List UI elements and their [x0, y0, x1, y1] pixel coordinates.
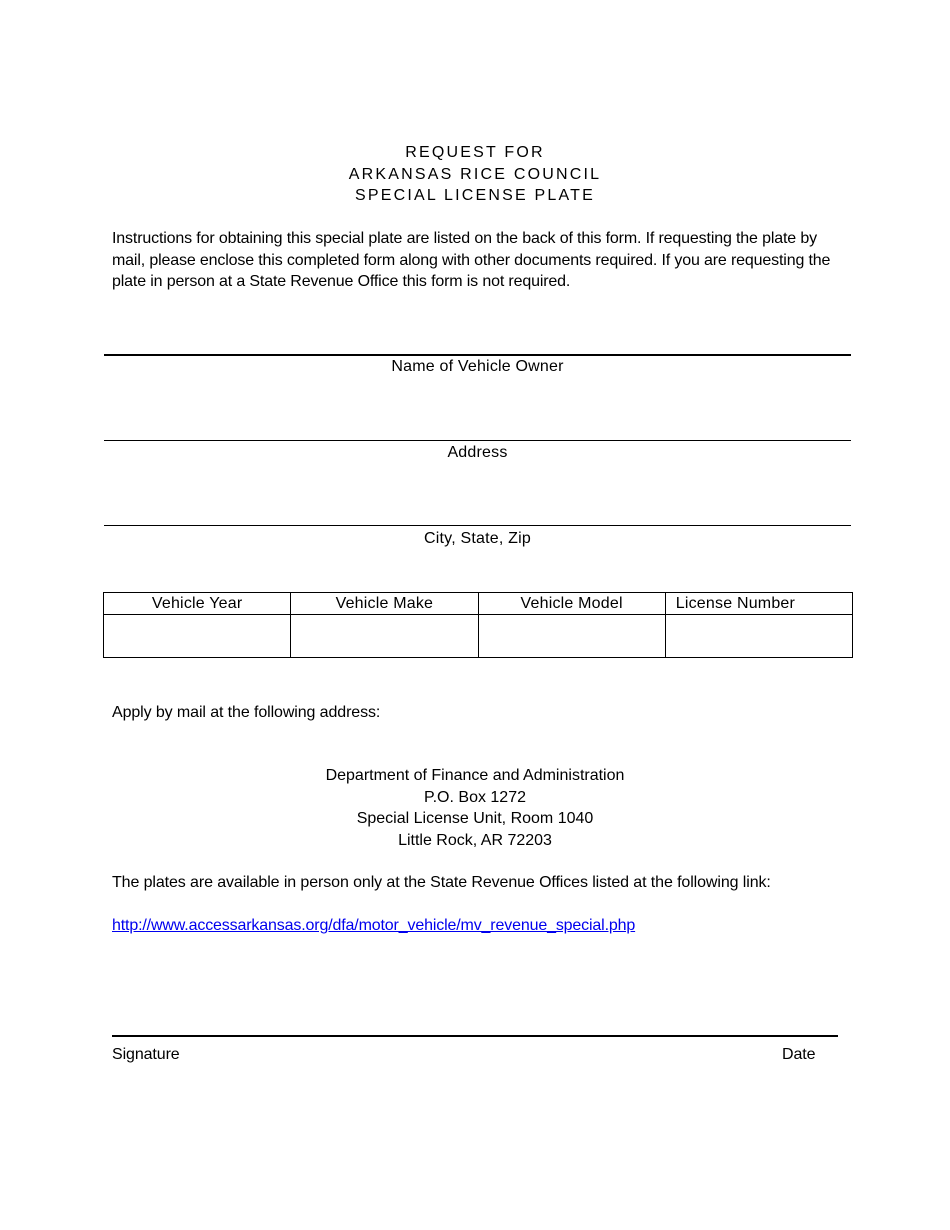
address-field[interactable] — [104, 440, 851, 441]
signature-date-field[interactable] — [112, 1035, 838, 1037]
mailing-address-line-4: Little Rock, AR 72203 — [398, 831, 552, 849]
title-line-2: ARKANSAS RICE COUNCIL — [348, 165, 602, 183]
owner-name-field[interactable] — [104, 354, 851, 356]
vehicle-table-header-row — [104, 593, 853, 615]
title-line-1: REQUEST FOR — [405, 144, 545, 161]
vehicle-table-input-row — [104, 615, 853, 658]
in-person-note: The plates are available in person only at the State Revenue Offices listed at the following link: — [112, 874, 771, 891]
license-number-header: License Number — [665, 593, 852, 615]
city-state-zip-label: City, State, Zip — [424, 530, 531, 547]
revenue-offices-link[interactable]: http://www.accessarkansas.org/dfa/motor_vehicle/mv_revenue_special.php — [112, 917, 636, 934]
form-title — [0, 142, 950, 207]
vehicle-make-cell[interactable] — [291, 615, 478, 658]
address-label: Address — [447, 444, 508, 461]
vehicle-year-cell[interactable] — [104, 615, 291, 658]
vehicle-model-header: Vehicle Model — [478, 593, 665, 615]
mailing-address — [0, 765, 950, 851]
mailing-address-line-3: Special License Unit, Room 1040 — [356, 810, 594, 827]
instructions-paragraph: Instructions for obtaining this special plate are listed on the back of this form. If requesting the plate by mail, please enclose this completed form along with other documents required. If you are requesting the plate in person at a State Revenue Office this form is not required. — [112, 230, 831, 290]
vehicle-make-header: Vehicle Make — [291, 593, 478, 615]
vehicle-info-table — [103, 592, 853, 658]
mailing-address-line-2: P.O. Box 1272 — [424, 788, 526, 806]
title-line-3: SPECIAL LICENSE PLATE — [354, 187, 596, 204]
owner-name-label: Name of Vehicle Owner — [391, 358, 564, 375]
signature-label: Signature — [112, 1046, 180, 1063]
vehicle-model-cell[interactable] — [478, 615, 665, 658]
city-state-zip-field[interactable] — [104, 525, 851, 526]
vehicle-year-header: Vehicle Year — [104, 593, 291, 615]
mail-intro: Apply by mail at the following address: — [112, 704, 381, 721]
date-label: Date — [782, 1046, 816, 1063]
license-number-cell[interactable] — [665, 615, 852, 658]
mailing-address-line-1: Department of Finance and Administration — [325, 767, 625, 784]
